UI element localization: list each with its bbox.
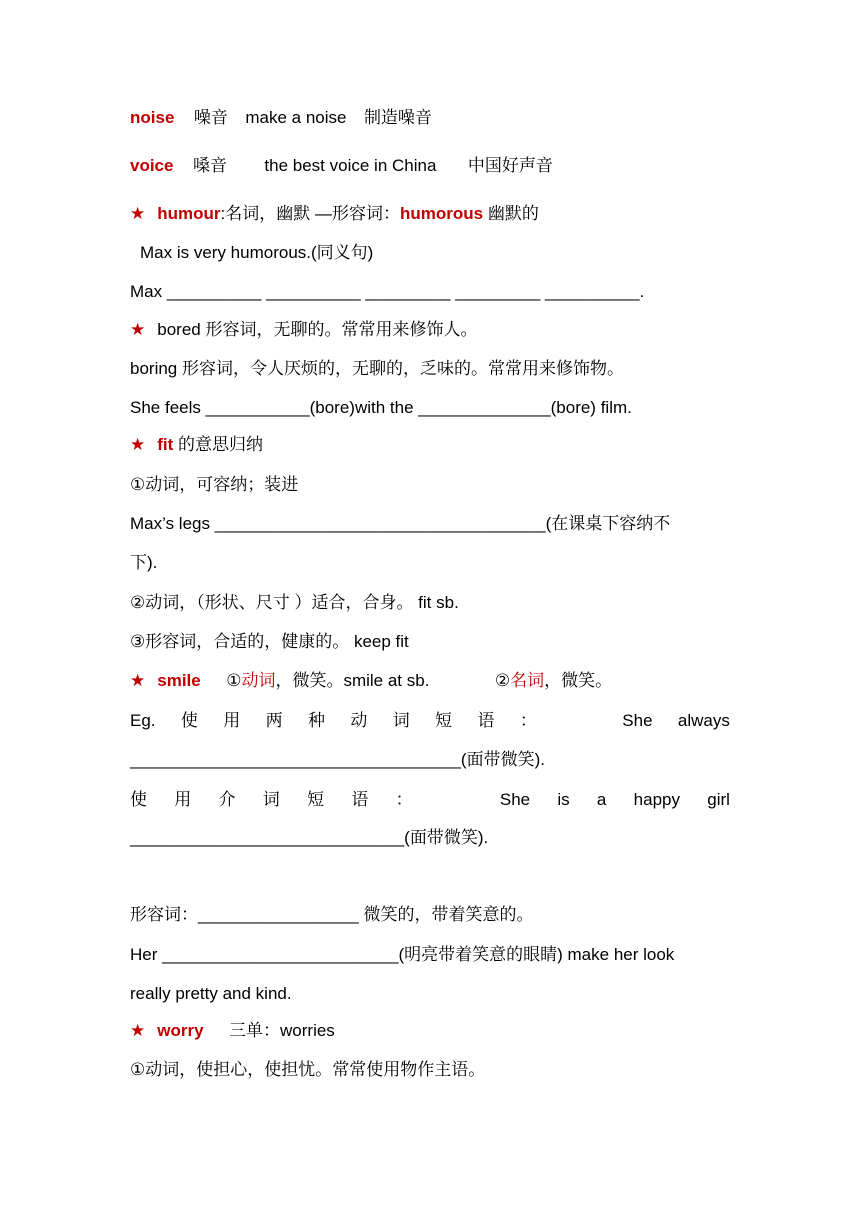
bored-exercise: She feels ___________(bore)with the ______________(bore) film. bbox=[130, 398, 632, 417]
humour-def: :名词，幽默 —形容词： bbox=[220, 204, 400, 223]
prep-token: 介 bbox=[218, 790, 236, 809]
humour-adj-cn: 幽默的 bbox=[487, 204, 539, 223]
smile-word: smile bbox=[157, 671, 201, 690]
eg-token: 两 bbox=[265, 711, 283, 730]
boring-def: boring 形容词，令人厌烦的，无聊的，乏味的。常常用来修饰物。 bbox=[130, 359, 624, 378]
eg-token: 动 bbox=[350, 711, 368, 730]
smile-m1-pos: 动词 bbox=[241, 671, 276, 690]
prep-token: is bbox=[557, 790, 570, 809]
humour-example: Max is very humorous.(同义句) bbox=[140, 243, 374, 262]
eg-token: ： bbox=[519, 711, 537, 730]
worry-meaning-1: ①动词，使担心，使担忧。常常使用物作主语。 bbox=[130, 1060, 486, 1079]
smile-m2-pos: 名词 bbox=[510, 671, 545, 690]
prep-token: 使 bbox=[130, 790, 147, 809]
prep-token: girl bbox=[707, 790, 730, 809]
prep-token: 用 bbox=[174, 790, 192, 809]
fit-exercise-cont: 下). bbox=[130, 553, 158, 572]
smile-prep-blank: _____________________________(面带微笑). bbox=[130, 828, 489, 847]
smile-m2-num: ② bbox=[494, 671, 511, 690]
voice-phrase-cn: 中国好声音 bbox=[467, 156, 553, 175]
eg-token: 短 bbox=[435, 711, 453, 730]
humour-adj: humorous bbox=[399, 204, 484, 223]
fit-meaning-2: ②动词，（形状、尺寸 ）适合，合身。 fit sb. bbox=[130, 593, 459, 612]
smile-adj-line: 形容词：_________________ 微笑的，带着笑意的。 bbox=[130, 905, 534, 924]
prep-token: She bbox=[499, 790, 531, 809]
bored-heading bbox=[130, 319, 477, 341]
star-icon: ★ bbox=[130, 320, 146, 339]
noise-phrase-cn: 制造噪音 bbox=[363, 108, 432, 127]
eg-token: She bbox=[622, 711, 653, 730]
smile-her-line-cont: really pretty and kind. bbox=[130, 984, 292, 1003]
smile-m1-rest: ，微笑。smile at sb. bbox=[275, 671, 430, 690]
prep-token: ： bbox=[395, 790, 413, 809]
smile-eg-blank: ___________________________________(面带微笑). bbox=[130, 750, 545, 769]
eg-token: 使 bbox=[180, 711, 198, 730]
smile-prep-line bbox=[130, 789, 730, 811]
fit-title-rest: 的意思归纳 bbox=[178, 435, 264, 454]
prep-token: a bbox=[596, 790, 607, 809]
eg-token: Eg. bbox=[130, 711, 156, 730]
smile-m1-num: ① bbox=[226, 671, 242, 690]
eg-token: always bbox=[677, 711, 730, 730]
smile-m2-rest: ，微笑。 bbox=[544, 671, 613, 690]
prep-token: 词 bbox=[262, 790, 280, 809]
smile-heading bbox=[130, 670, 612, 692]
eg-token: 用 bbox=[223, 711, 241, 730]
bored-def: bored 形容词，无聊的。常常用来修饰人。 bbox=[157, 320, 478, 339]
noise-word: noise bbox=[130, 108, 175, 127]
noise-phrase: make a noise bbox=[245, 108, 347, 127]
noise-cn: 噪音 bbox=[193, 108, 228, 127]
voice-phrase: the best voice in China bbox=[264, 156, 437, 175]
prep-token: 语 bbox=[351, 790, 369, 809]
fit-meaning-1: ①动词，可容纳；装进 bbox=[130, 475, 299, 494]
smile-her-line: Her _________________________(明亮带着笑意的眼睛) make her look bbox=[130, 945, 675, 964]
eg-token: 语 bbox=[477, 711, 495, 730]
star-icon: ★ bbox=[130, 435, 146, 454]
noise-entry bbox=[130, 107, 432, 129]
eg-token: 种 bbox=[308, 711, 326, 730]
prep-token: 短 bbox=[307, 790, 325, 809]
fit-word: fit bbox=[157, 435, 174, 454]
prep-token: happy bbox=[633, 790, 680, 809]
worry-third: 三单：worries bbox=[229, 1021, 335, 1040]
worry-word: worry bbox=[157, 1021, 204, 1040]
star-icon: ★ bbox=[130, 204, 146, 223]
smile-eg-line bbox=[130, 710, 730, 732]
star-icon: ★ bbox=[130, 1021, 146, 1040]
fit-meaning-3: ③形容词，合适的，健康的。 keep fit bbox=[130, 632, 409, 651]
voice-word: voice bbox=[130, 156, 174, 175]
voice-cn: 嗓音 bbox=[192, 156, 227, 175]
humour-blank: Max __________ __________ _________ _________ __________. bbox=[130, 282, 645, 301]
fit-heading bbox=[130, 434, 263, 456]
eg-token: 词 bbox=[392, 711, 410, 730]
fit-exercise: Max’s legs ___________________________________(在课桌下容纳不 bbox=[130, 514, 671, 533]
humour-word: humour bbox=[157, 204, 221, 223]
worry-heading bbox=[130, 1020, 335, 1042]
voice-entry bbox=[130, 155, 553, 177]
star-icon: ★ bbox=[130, 671, 146, 690]
humour-heading bbox=[130, 203, 539, 225]
